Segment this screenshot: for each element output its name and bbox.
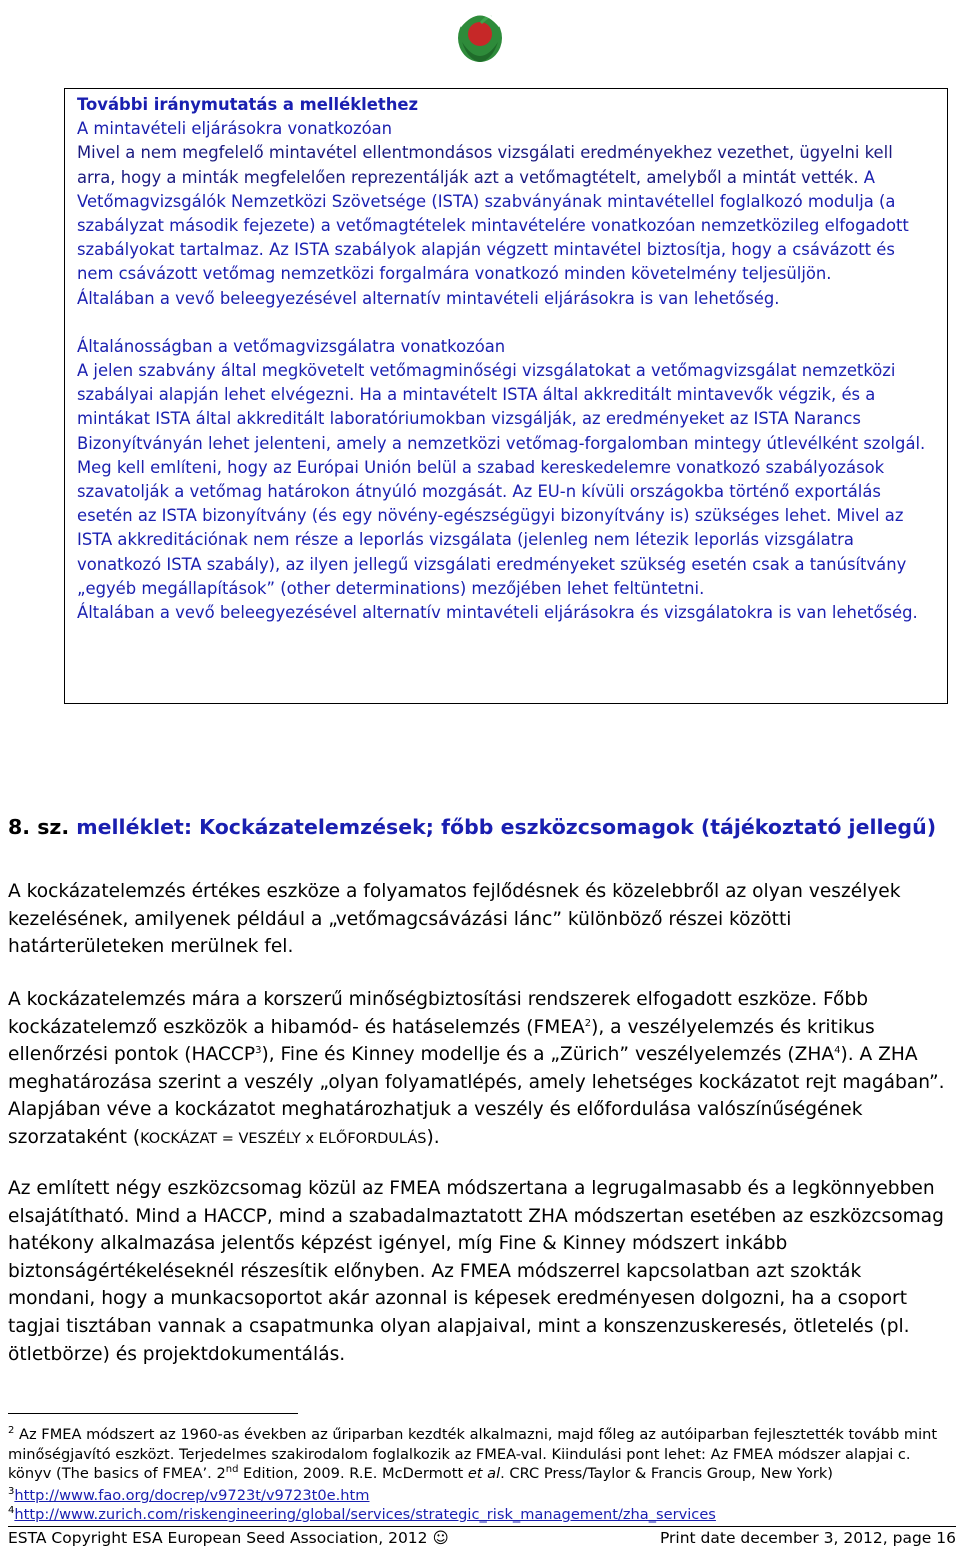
footnote-3: $^3$http://www.fao.org/docrep/v9723t/v9723t0e.htm [8,1486,370,1504]
box-paragraph-testing: A jelen szabvány által megkövetelt vetőmagminőségi vizsgálatokat a vetőmagvizsgálat nemzetközi szabályai alapján lehet elvégezni. Ha a mintavételt ISTA által akkreditált mintavevők végzik, és a mintákat ISTA által akkreditált laboratóriumokban vizsgálják, az eredményeket az ISTA Narancs Bizonyítványán lehet jelenteni, amely a nemzetközi vetőmag-forgalomban mintegy útlevélként szolgál. Meg kell említeni, hogy az Európai Unión belül a szabad kereskedelemre vonatkozó szabályozások szavatolják a vetőmag határokon átnyúló mozgását. Az EU-n kívüli országokba történő exportálás esetén az ISTA bizonyítvány (és egy növény-egészségügyi bizonyítvány is) szükséges lehet. Mivel az ISTA akkreditációnak nem része a leporlás vizsgálata (jelenleg nem létezik leporlás vizsgálatra vonatkozó ISTA szabály), az ilyen jellegű vizsgálati eredményeket szükség esetén csak a tanúsítvány „egyéb megállapítások” (other determinations) mezőjében lehet feltüntetni. [77,361,926,598]
footnote-2: $^2$ Az FMEA módszert az 1960-as években az űriparban kezdték alkalmazni, majd főleg az autóiparban fejlesztették tovább mint minőségjavító eszközt. Terjedelmes szakirodalom foglalkozik az FMEA-val. Kiindulási pont lehet: Az FMEA módszer alapjai c. könyv (The basics of FMEA’. 2nd Edition, 2009. R.E. McDermott et al. CRC Press/Taylor & Francis Group, New York) [8,1425,938,1482]
box-subheading-sampling: A mintavételi eljárásokra vonatkozóan [77,119,393,139]
box-paragraph-sampling: Mivel a nem megfelelő mintavétel ellentmondásos vizsgálati eredményekhez vezethet, ügyelni kell arra, hogy a minták megfelelően reprezentálják azt a vetőmagtételt, amelyből a mintát vették. A Vetőmagvizsgálók Nemzetközi Szövetsége (ISTA) szabványának mintavétellel foglalkozó modulja (a szabályzat második fejezete) a vetőmagtételek mintavételére vonatkozóan nemzetközileg elfogadott szabályokat tartalmaz. Az ISTA szabályok alapján végzett mintavétel biztosítja, hogy a csávázott és nem csávázott vetőmag nemzetközi forgalmára vonatkozó minden követelmény teljesüljön. [77,143,909,284]
body-paragraph-1: A kockázatelemzés értékes eszköze a folyamatos fejlődésnek és közelebbről az olyan veszélyek kezelésének, amilyenek például a „vetőmagcsávázási lánc” különböző részei közötti határterületeken merülnek fel. [8,881,901,958]
footer-copyright: ESTA Copyright ESA European Seed Association, 2012 ☺ [8,1529,449,1547]
box-paragraph-closing: Általában a vevő beleegyezésével alternatív mintavételi eljárásokra és vizsgálatokra is van lehetőség. [77,603,918,623]
section-title: 8. sz. melléklet: Kockázatelemzések; főbb eszközcsomagok (tájékoztató jellegű) [8,815,937,839]
body-paragraph-3: Az említett négy eszközcsomag közül az FMEA módszertana a legrugalmasabb és a legkönnyebben elsajátítható. Mind a HACCP, mind a szabadalmaztatott ZHA módszertan esetében az eszközcsomag hatékony alkalmazása jelentős képzést igényel, míg Fine & Kinney módszert inkább biztonságértékeléseknél részesítik előnyben. Az FMEA módszerrel kapcsolatban azt szokták mondani, hogy a munkacsoportot akár azonnal is képesek eredményesen dolgozni, ha a csoport tagjai tisztában vannak a csapatmunka olyan alapjaival, mint a konszenzuskeresés, ötletelés (pl. ötletbörze) és projektdokumentálás. [8,1178,944,1365]
footer-print-date: Print date december 3, 2012, page 16 [659,1529,956,1547]
footnote-4: $^4$http://www.zurich.com/riskengineering/global/services/strategic_risk_management/zha_services [8,1505,716,1523]
box-paragraph-alternative: Általában a vevő beleegyezésével alternatív mintavételi eljárásokra is van lehetőség. [77,288,780,308]
protect-seed-logo [452,0,508,64]
footnote-separator [8,1413,298,1414]
box-subheading-testing: Általánosságban a vetőmagvizsgálatra vonatkozóan [77,336,506,356]
body-paragraph-2: A kockázatelemzés mára a korszerű minőségbiztosítási rendszerek elfogadott eszköze. Főbb kockázatelemző eszközök a hibamód- és hatáselemzés (FMEA$^2$), a veszélyelemzés és kritikus ellenőrzési pontok (HACCP$^3$), Fine és Kinney modellje és a „Zürich” veszélyelemzés (ZHA$^4$). A ZHA meghatározása szerint a veszély „olyan folyamatlépés, amely lehetséges kockázatot rejt magában”. Alapjában véve a kockázatot meghatározhatjuk a veszély és előfordulása valószínűségének szorzataként (KOCKÁZAT = VESZÉLY x ELŐFORDULÁS). [8,989,945,1148]
box-heading: További iránymutatás a melléklethez [77,95,419,114]
fao-link[interactable]: http://www.fao.org/docrep/v9723t/v9723t0e.htm [14,1487,370,1504]
risk-formula: KOCKÁZAT = VESZÉLY x ELŐFORDULÁS [140,1130,427,1147]
footer-separator [8,1526,956,1527]
zurich-link[interactable]: http://www.zurich.com/riskengineering/global/services/strategic_risk_management/zha_services [14,1506,716,1523]
page-footer [8,1528,956,1548]
guidance-box [64,88,948,704]
